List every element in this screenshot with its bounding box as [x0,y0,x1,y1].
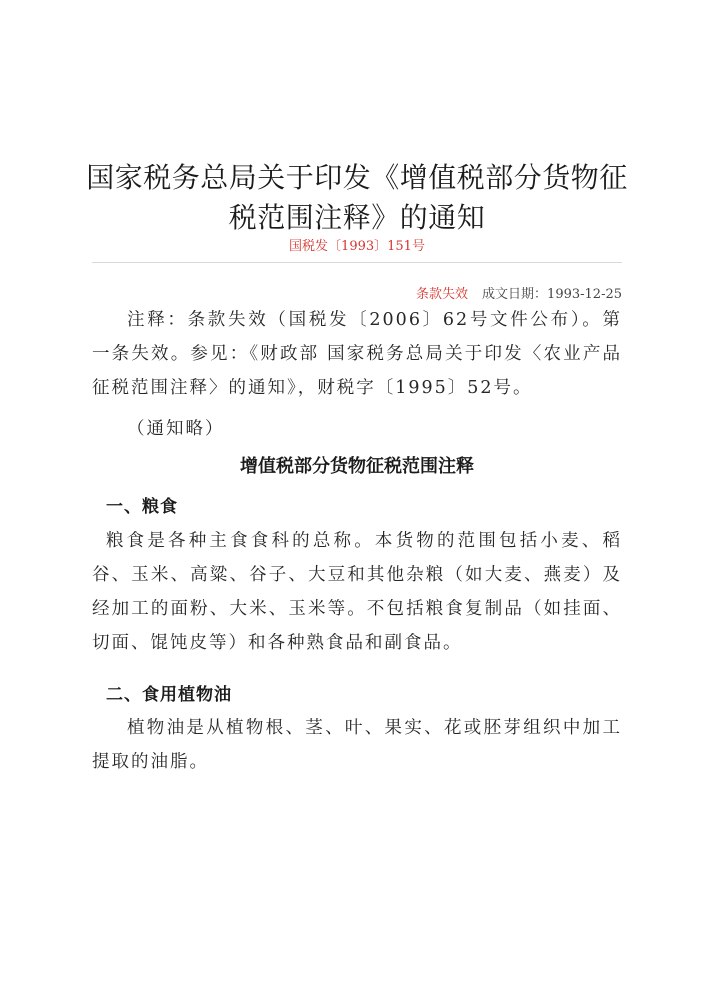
status-badge: 条款失效 [416,287,469,302]
document-number: 国税发〔1993〕151号 [289,239,425,254]
date-label: 成文日期： [482,287,548,302]
notice-omitted: （通知略） [127,419,225,439]
section-body-vegetable-oil: 植物油是从植物根、茎、叶、果实、花或胚芽组织中加工提取的油脂。 [92,718,622,772]
document-meta [416,283,622,302]
notes-paragraph: 注释：条款失效（国税发〔2006〕62号文件公布）。第一条失效。参见：《财政部 国家税务总局关于印发〈农业产品征税范围注释〉的通知》，财税字〔1995〕52号。 [92,310,622,398]
section-heading-grain: 一、粮食 [106,497,178,517]
header-divider [92,262,622,263]
document-page [86,0,628,999]
section-body-grain: 粮食是各种主食食科的总称。本货物的范围包括小麦、稻谷、玉米、高粱、谷子、大豆和其他杂粮（如大麦、燕麦）及经加工的面粉、大米、玉米等。不包括粮食复制品（如挂面、切面、馄饨皮等）和各种熟食品和副食品。 [92,531,622,653]
date-value: 1993-12-25 [547,287,622,302]
section-heading-vegetable-oil: 二、食用植物油 [106,685,232,705]
annex-title: 增值税部分货物征税范围注释 [240,456,474,477]
document-title: 国家税务总局关于印发《增值税部分货物征税范围注释》的通知 [86,161,628,234]
